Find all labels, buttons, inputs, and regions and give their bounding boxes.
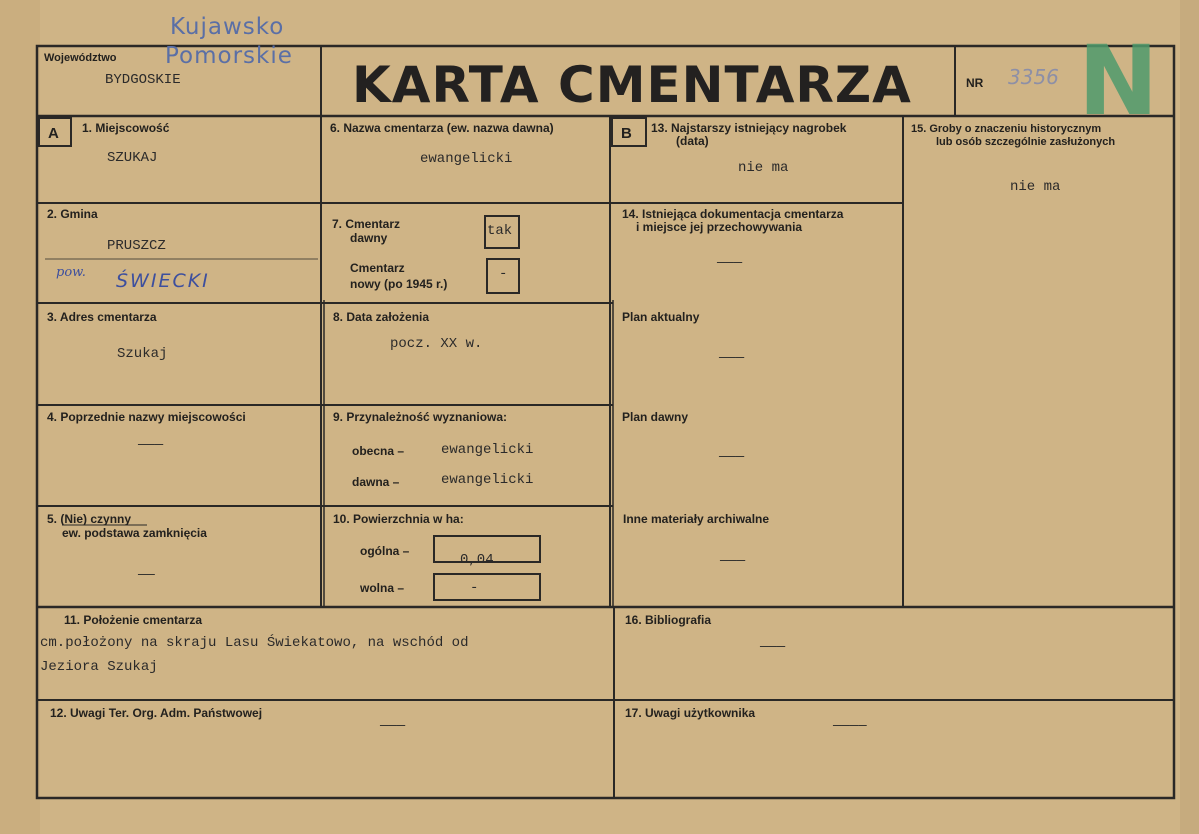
inne-label: Inne materiały archiwalne — [623, 512, 770, 526]
ogolna-label: ogólna – — [360, 544, 410, 558]
nowy-value: - — [499, 266, 508, 282]
obecna-value: ewangelicki — [441, 442, 534, 458]
uwagi-uzytkownika-label: 17. Uwagi użytkownika — [625, 706, 756, 720]
wojewodztwo-label: Województwo — [44, 52, 117, 64]
inne-value: ——— — [720, 553, 746, 569]
plan-dawny-value: ——— — [719, 449, 745, 465]
stamp-line-1: Kujawsko — [170, 14, 285, 40]
miejscowosc-value: SZUKAJ — [107, 150, 158, 166]
gmina-value: PRUSZCZ — [107, 238, 166, 254]
wolna-value: - — [470, 580, 479, 596]
plan-dawny-label: Plan dawny — [622, 410, 689, 424]
czynny-label: 5. (Nie) czynny — [47, 512, 132, 526]
card-title: KARTA CMENTARZA — [352, 56, 912, 114]
data-value: pocz. XX w. — [390, 336, 483, 352]
uwagi-uzytkownika-value: ———— — [833, 718, 867, 734]
polozenie-line-2: Jeziora Szukaj — [40, 659, 158, 675]
nr-label: NR — [966, 76, 984, 90]
dawna-value: ewangelicki — [441, 472, 534, 488]
nazwa-label: 6. Nazwa cmentarza (ew. nazwa dawna) — [330, 121, 554, 135]
polozenie-label: 11. Położenie cmentarza — [64, 613, 203, 627]
dawny-label-1: 7. Cmentarz — [332, 217, 401, 231]
obecna-label: obecna – — [352, 444, 405, 458]
dokumentacja-label-1: 14. Istniejąca dokumentacja cmentarza — [622, 207, 844, 221]
gmina-label: 2. Gmina — [47, 207, 98, 221]
powiat-prefix: pow. — [56, 265, 86, 280]
adres-value: Szukaj — [117, 346, 168, 362]
uwagi-ter-label: 12. Uwagi Ter. Org. Adm. Państwowej — [50, 706, 263, 720]
bibliografia-value: ——— — [760, 639, 786, 655]
czynny-sub: ew. podstawa zamknięcia — [62, 526, 207, 540]
nagrobek-label-2: (data) — [676, 134, 709, 148]
bibliografia-label: 16. Bibliografia — [625, 613, 712, 627]
category-mark: N — [1078, 25, 1159, 137]
nowy-label-2: nowy (po 1945 r.) — [350, 277, 448, 291]
uwagi-ter-value: ——— — [380, 718, 406, 734]
stamp-line-2: Pomorskie — [165, 43, 293, 69]
poprzednie-label: 4. Poprzednie nazwy miejscowości — [47, 410, 246, 424]
czynny-value: —— — [138, 567, 155, 583]
nagrobek-value: nie ma — [738, 160, 789, 176]
wojewodztwo-value: BYDGOSKIE — [105, 72, 181, 88]
dawny-label-2: dawny — [350, 231, 388, 245]
adres-label: 3. Adres cmentarza — [47, 310, 157, 324]
nowy-label-1: Cmentarz — [350, 261, 405, 275]
dawny-value: tak — [487, 223, 513, 239]
plan-aktualny-value: ——— — [719, 350, 745, 366]
wolna-label: wolna – — [360, 581, 405, 595]
ogolna-value: 0,04 — [460, 552, 494, 568]
plan-aktualny-label: Plan aktualny — [622, 310, 700, 324]
polozenie-line-1: cm.położony na skraju Lasu Świekatowo, na wschód od — [40, 635, 469, 651]
dokumentacja-value: ——— — [717, 255, 743, 271]
data-label: 8. Data założenia — [333, 310, 430, 324]
section-a-letter: A — [48, 125, 59, 142]
dawna-label: dawna – — [352, 475, 400, 489]
miejscowosc-label: 1. Miejscowość — [82, 121, 170, 135]
groby-label-1: 15. Groby o znaczeniu historycznym — [911, 123, 1102, 135]
dokumentacja-label-2: i miejsce jej przechowywania — [636, 220, 803, 234]
przynaleznosc-label: 9. Przynależność wyznaniowa: — [333, 410, 508, 424]
nagrobek-label-1: 13. Najstarszy istniejący nagrobek — [651, 121, 847, 135]
groby-value: nie ma — [1010, 179, 1061, 195]
groby-label-2: lub osób szczególnie zasłużonych — [936, 136, 1116, 148]
nazwa-value: ewangelicki — [420, 151, 513, 167]
nr-value: 3356 — [1008, 65, 1059, 89]
poprzednie-value: ——— — [138, 437, 164, 453]
powierzchnia-label: 10. Powierzchnia w ha: — [333, 512, 464, 526]
section-b-letter: B — [621, 125, 632, 142]
powiat-value: ŚWIECKI — [116, 270, 210, 292]
